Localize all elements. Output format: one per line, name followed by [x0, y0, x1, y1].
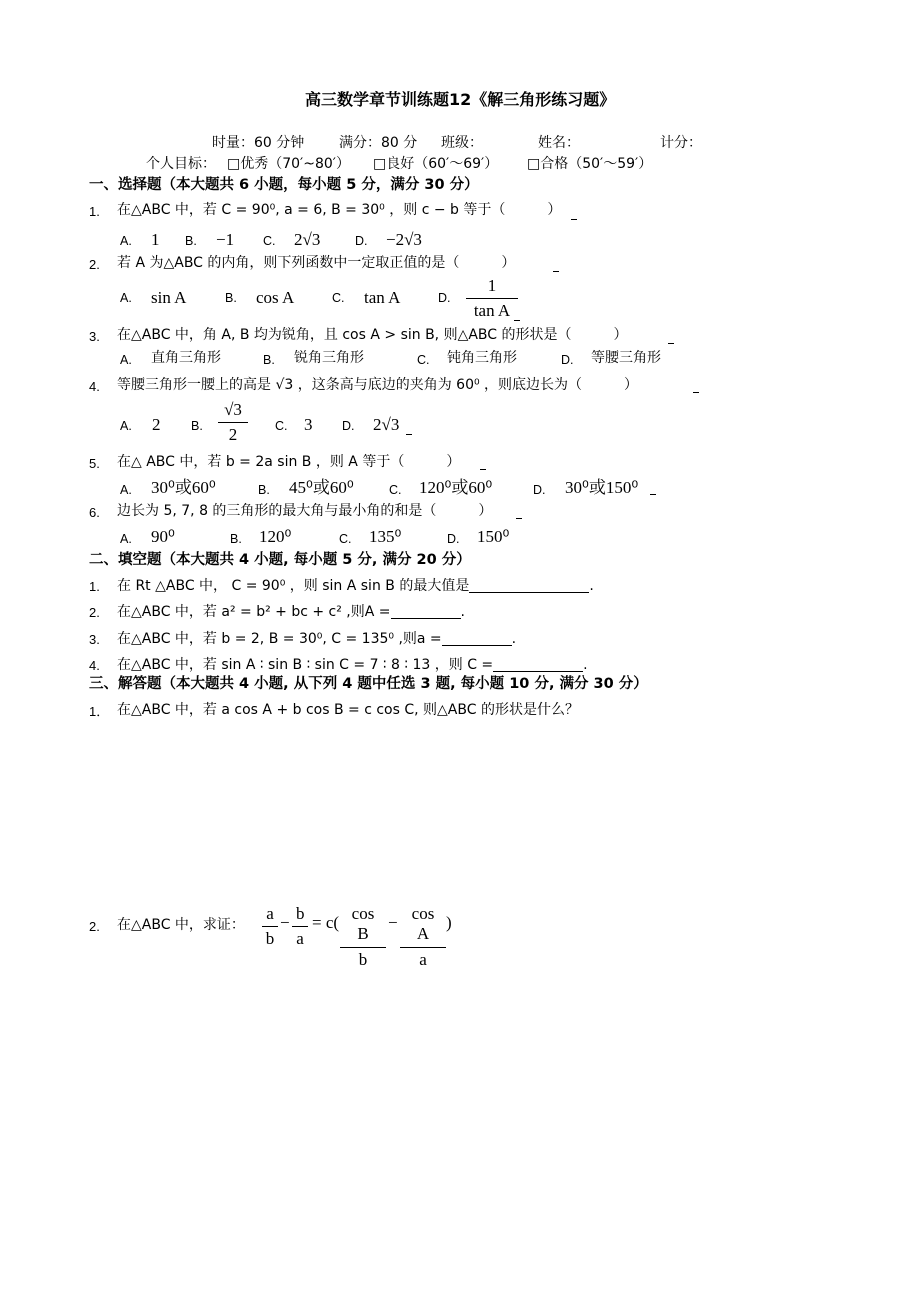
q2-opt-b: cos A: [256, 288, 295, 307]
q1-opt-b: −1: [216, 230, 235, 249]
q3-opt-a-label: A.: [120, 353, 132, 367]
q2-opt-d-label: D.: [438, 291, 451, 305]
fill2-text: 在△ABC 中，若 a² = b² + bc + c² ,则A =: [117, 604, 391, 620]
q4-opt-d-label: D.: [342, 419, 355, 433]
proof-fraction-b-over-a: [292, 904, 308, 950]
fill4-stem: [117, 657, 588, 672]
proof-fraction-a-over-b: [262, 904, 278, 950]
q2-opt-a-label: A.: [120, 291, 132, 305]
q2-opt-a: sin A: [151, 288, 187, 307]
q2-opt-c: tan A: [364, 288, 401, 307]
solve1-stem: 在△ABC 中，若 a cos A + b cos B = c cos C, 则△ABC 的形状是什么？: [117, 702, 579, 718]
proof-fraction-cosa-over-a: [400, 904, 446, 970]
q3-opt-d: 等腰三角形: [591, 350, 661, 366]
fraction-denominator: b: [358, 949, 368, 969]
q5-stem: 在△ ABC 中，若 b = 2a sin B ，则 A 等于（ ）: [117, 454, 461, 470]
q4-opt-a: 2: [152, 415, 161, 434]
class-label: 班级：: [441, 135, 483, 151]
q6-stem: 边长为 5, 7, 8 的三角形的最大角与最小角的和是（ ）: [117, 503, 493, 519]
fill3-stem: [117, 631, 516, 646]
q3-opt-d-label: D.: [561, 353, 574, 367]
q2-opt-b-label: B.: [225, 291, 237, 305]
full-score: 满分：80 分: [339, 135, 418, 151]
q4-stem: 等腰三角形一腰上的高是 √3 ，这条高与底边的夹角为 60⁰ ，则底边长为（ ）: [117, 377, 639, 393]
fill2-answer-blank[interactable]: [391, 604, 461, 619]
q4-number: 4.: [89, 379, 100, 394]
q6-opt-b: 120⁰: [259, 527, 292, 546]
fill1-number: 1.: [89, 579, 100, 594]
q1-opt-a-label: A.: [120, 234, 132, 248]
q1-opt-b-label: B.: [185, 234, 197, 248]
fraction-denominator: b: [265, 929, 275, 949]
q4-opt-c-label: C.: [275, 419, 288, 433]
fraction-numerator: a: [266, 904, 274, 923]
q1-opt-c: 2√3: [294, 230, 321, 249]
q4-opt-b-fraction: [218, 400, 248, 446]
fraction-denominator: tan A: [473, 301, 511, 321]
fraction-bar: [292, 926, 308, 927]
fraction-bar: [466, 298, 518, 299]
fill2-stem: [117, 604, 465, 619]
solve2-number: 2.: [89, 919, 100, 934]
fraction-numerator: cos A: [411, 904, 435, 944]
proof-minus-2: −: [388, 913, 398, 932]
blank-mark: [571, 219, 577, 220]
fill3-number: 3.: [89, 632, 100, 647]
proof-minus: −: [280, 913, 290, 932]
q4-opt-c: 3: [304, 415, 313, 434]
fill1-end: .: [589, 578, 594, 594]
q3-stem: 在△ABC 中，角 A, B 均为锐角，且 cos A > sin B, 则△ABC 的形状是（ ）: [117, 327, 628, 343]
q5-opt-b-label: B.: [258, 483, 270, 497]
fill1-answer-blank[interactable]: [469, 578, 589, 593]
fraction-numerator: b: [296, 904, 305, 923]
q6-opt-a: 90⁰: [151, 527, 175, 546]
fraction-bar: [218, 422, 248, 423]
fill4-answer-blank[interactable]: [493, 657, 583, 672]
q4-opt-b-label: B.: [191, 419, 203, 433]
section1-heading: 一、选择题（本大题共 6 小题，每小题 5 分，满分 30 分）: [89, 177, 479, 193]
fill3-end: .: [511, 631, 517, 647]
q3-number: 3.: [89, 329, 100, 344]
proof-fraction-cosb-over-b: [340, 904, 386, 970]
goal-excellent-checkbox[interactable]: □优秀（70′~80′）: [227, 156, 350, 172]
solve1-number: 1．: [89, 704, 110, 719]
fill2-end: .: [460, 604, 465, 620]
fraction-denominator: a: [296, 929, 304, 949]
solve2-stem: 在△ABC 中，求证：: [117, 917, 245, 933]
proof-close-paren: ): [446, 913, 452, 932]
q5-number: 5.: [89, 456, 100, 471]
q5-opt-a-label: A.: [120, 483, 132, 497]
section3-heading: 三、解答题（本大题共 4 小题, 从下列 4 题中任选 3 题, 每小题 10 分, 满分 30 分）: [89, 676, 648, 692]
fill3-text: 在△ABC 中，若 b = 2, B = 30⁰, C = 135⁰ ,则a =: [117, 631, 442, 647]
time-limit: 时量：60 分钟: [212, 135, 305, 151]
fraction-numerator: 1: [487, 276, 497, 295]
q3-opt-b: 锐角三角形: [294, 350, 364, 366]
q2-number: 2.: [89, 257, 100, 272]
fill1-text: 在 Rt △ABC 中， C = 90⁰ ，则 sin A sin B 的最大值是: [117, 578, 470, 594]
fraction-bar: [340, 947, 386, 948]
blank-mark: [514, 320, 520, 321]
fill2-number: 2.: [89, 605, 100, 620]
fraction-denominator: a: [419, 949, 427, 969]
blank-mark: [553, 271, 559, 272]
page-title: 高三数学章节训练题12《解三角形练习题》: [305, 90, 616, 109]
blank-mark: [406, 434, 412, 435]
q1-number: 1.: [89, 204, 100, 219]
fill4-end: .: [583, 657, 588, 673]
q2-opt-d-fraction: [466, 276, 518, 322]
q2-opt-c-label: C.: [332, 291, 345, 305]
section2-heading: 二、填空题（本大题共 4 小题, 每小题 5 分, 满分 20 分）: [89, 552, 471, 568]
blank-mark: [650, 494, 656, 495]
q6-opt-c-label: C.: [339, 532, 352, 546]
q2-stem: 若 A 为△ABC 的内角，则下列函数中一定取正值的是（ ）: [117, 255, 516, 271]
q6-opt-d: 150⁰: [477, 527, 510, 546]
q6-number: 6.: [89, 505, 100, 520]
q3-opt-a: 直角三角形: [151, 350, 221, 366]
q5-opt-c-label: C.: [389, 483, 402, 497]
fraction-numerator: √3: [224, 400, 242, 419]
q1-opt-a: 1: [151, 230, 160, 249]
q5-opt-d-label: D.: [533, 483, 546, 497]
q6-opt-d-label: D.: [447, 532, 460, 546]
q1-opt-c-label: C.: [263, 234, 276, 248]
fraction-numerator: cos B: [351, 904, 375, 944]
proof-equals: = c(: [312, 913, 340, 932]
q3-opt-c: 钝角三角形: [447, 350, 517, 366]
fill3-answer-blank[interactable]: [442, 631, 512, 646]
q6-opt-c: 135⁰: [369, 527, 402, 546]
q1-stem: 在△ABC 中，若 C = 90⁰, a = 6, B = 30⁰ ，则 c − b 等于（ ）: [117, 202, 562, 218]
q4-opt-a-label: A.: [120, 419, 132, 433]
fill4-number: 4.: [89, 658, 100, 673]
q1-opt-d: −2√3: [386, 230, 422, 249]
q6-opt-a-label: A.: [120, 532, 132, 546]
fraction-denominator: 2: [228, 425, 238, 445]
q3-opt-c-label: C.: [417, 353, 430, 367]
goal-pass-checkbox[interactable]: □合格（50′～59′）: [527, 156, 653, 172]
goals-label: 个人目标：: [146, 156, 216, 172]
q5-opt-b: 45⁰或60⁰: [289, 478, 354, 497]
fraction-bar: [400, 947, 446, 948]
q4-opt-d: 2√3: [373, 415, 400, 434]
q3-opt-b-label: B.: [263, 353, 275, 367]
fill4-text: 在△ABC 中，若 sin A ∶ sin B ∶ sin C = 7 ∶ 8 ∶ 13 ，则 C =: [117, 657, 494, 673]
q1-opt-d-label: D.: [355, 234, 368, 248]
q5-opt-c: 120⁰或60⁰: [419, 478, 493, 497]
q5-opt-d: 30⁰或150⁰: [565, 478, 639, 497]
goal-good-checkbox[interactable]: □良好（60′～69′）: [373, 156, 499, 172]
score-label: 计分：: [660, 135, 702, 151]
q5-opt-a: 30⁰或60⁰: [151, 478, 216, 497]
fraction-bar: [262, 926, 278, 927]
blank-mark: [480, 469, 486, 470]
fill1-stem: [117, 578, 594, 593]
blank-mark: [516, 518, 522, 519]
name-label: 姓名：: [538, 135, 580, 151]
blank-mark: [693, 392, 699, 393]
blank-mark: [668, 343, 674, 344]
q6-opt-b-label: B.: [230, 532, 242, 546]
